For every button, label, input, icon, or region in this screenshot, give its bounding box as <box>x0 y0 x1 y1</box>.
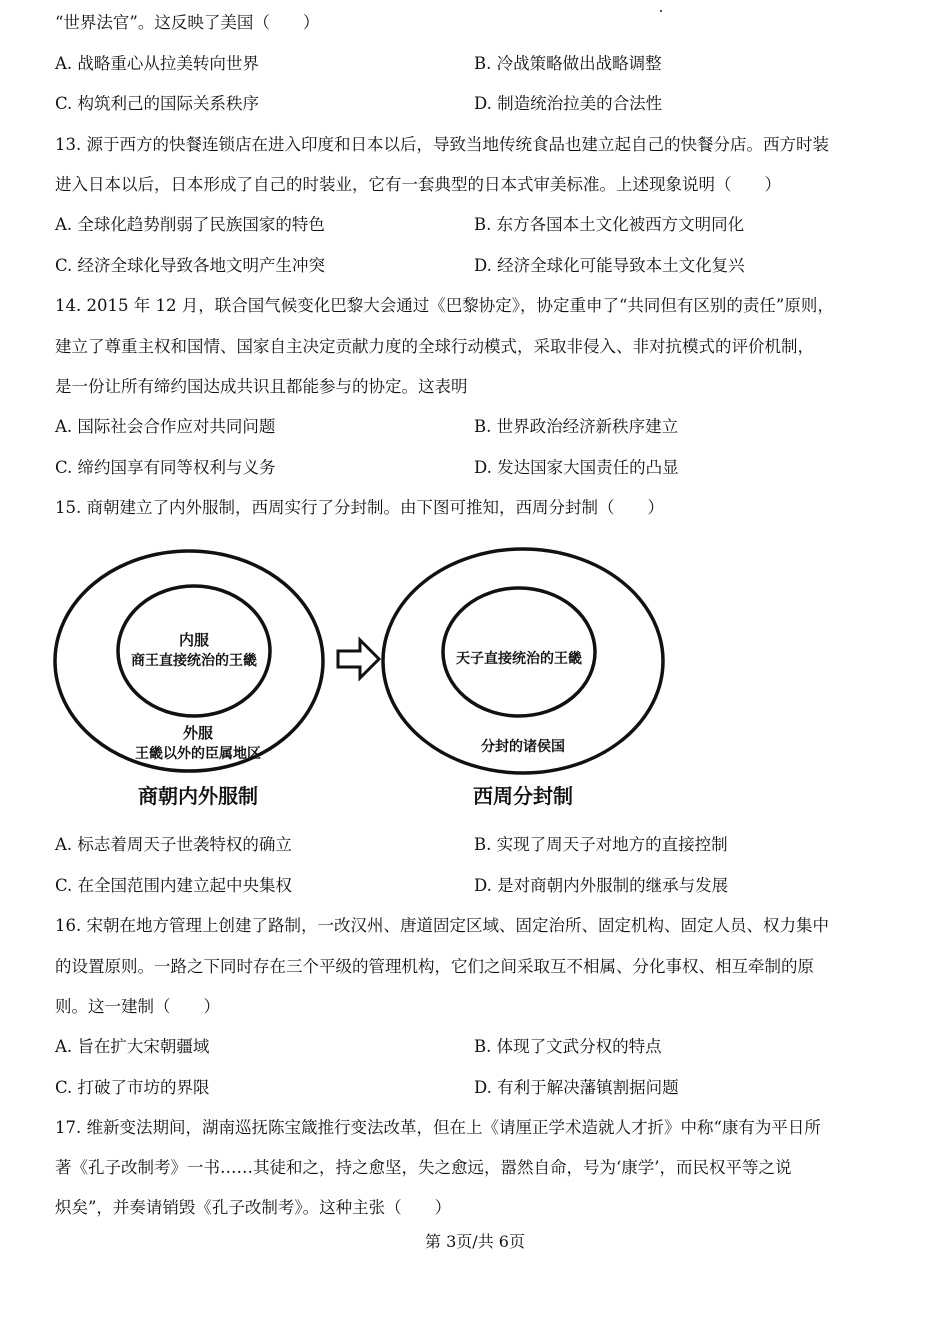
q14-option-b[interactable]: B. 世界政治经济新秩序建立 <box>474 417 679 436</box>
right-outer-text: 分封的诸侯国 <box>481 739 565 755</box>
q12-option-a[interactable]: A. 战略重心从拉美转向世界 <box>55 54 259 73</box>
q16-stem-line-1: 16. 宋朝在地方管理上创建了路制，一改汉州、唐道固定区域、固定治所、固定机构、固定人员、权力集中 <box>55 916 829 935</box>
left-outer-title: 外服 <box>182 724 214 742</box>
right-inner-text: 天子直接统治的王畿 <box>456 651 582 667</box>
q17-stem-line-2: 著《孔子改制考》一书……其徒和之，持之愈坚，失之愈远，嚣然自命，号为‘康学’，而民权平等之说 <box>55 1158 792 1177</box>
q13-stem-line-2: 进入日本以后，日本形成了自己的时装业，它有一套典型的日本式审美标准。上述现象说明（ ） <box>55 175 781 194</box>
q16-option-b[interactable]: B. 体现了文武分权的特点 <box>474 1037 662 1056</box>
q15-option-d[interactable]: D. 是对商朝内外服制的继承与发展 <box>474 876 729 895</box>
q16-stem-line-3: 则。这一建制（ ） <box>55 997 220 1016</box>
q12-option-b[interactable]: B. 冷战策略做出战略调整 <box>474 54 662 73</box>
q16-option-c[interactable]: C. 打破了市坊的界限 <box>55 1078 210 1097</box>
q13-option-b[interactable]: B. 东方各国本土文化被西方文明同化 <box>474 215 745 234</box>
q15-diagram <box>48 535 668 820</box>
q16-option-d[interactable]: D. 有利于解决藩镇割据问题 <box>474 1078 679 1097</box>
q17-stem-line-3: 炽矣”，并奏请销毁《孔子改制考》。这种主张（ ） <box>55 1198 452 1217</box>
left-inner-title: 内服 <box>178 631 210 649</box>
left-caption: 商朝内外服制 <box>138 784 258 808</box>
q14-option-d[interactable]: D. 发达国家大国责任的凸显 <box>474 458 679 477</box>
q15-option-c[interactable]: C. 在全国范围内建立起中央集权 <box>55 876 293 895</box>
q17-stem-line-1: 17. 维新变法期间，湖南巡抚陈宝箴推行变法改革，但在上《请厘正学术造就人才折》中称“康有为平日所 <box>55 1118 821 1137</box>
right-caption: 西周分封制 <box>473 784 573 808</box>
q12-option-d[interactable]: D. 制造统治拉美的合法性 <box>474 94 663 113</box>
q13-option-d[interactable]: D. 经济全球化可能导致本土文化复兴 <box>474 256 745 275</box>
q15-option-a[interactable]: A. 标志着周天子世袭特权的确立 <box>55 835 292 854</box>
left-inner-circle <box>118 586 270 716</box>
q12-stem-tail: “世界法官”。这反映了美国（ ） <box>55 13 320 32</box>
q12-option-c[interactable]: C. 构筑利己的国际关系秩序 <box>55 94 260 113</box>
q16-stem-line-2: 的设置原则。一路之下同时存在三个平级的管理机构，它们之间采取互不相属、分化事权、相互牵制的原 <box>55 957 814 976</box>
q13-option-c[interactable]: C. 经济全球化导致各地文明产生冲突 <box>55 256 326 275</box>
page-number: 第 3页/共 6页 <box>425 1232 525 1251</box>
q15-option-b[interactable]: B. 实现了周天子对地方的直接控制 <box>474 835 728 854</box>
scan-speck <box>660 10 662 12</box>
q13-option-a[interactable]: A. 全球化趋势削弱了民族国家的特色 <box>55 215 325 234</box>
q14-stem-line-2: 建立了尊重主权和国情、国家自主决定贡献力度的全球行动模式，采取非侵入、非对抗模式的评价机制， <box>55 337 814 356</box>
q14-option-c[interactable]: C. 缔约国享有同等权利与义务 <box>55 458 276 477</box>
q14-option-a[interactable]: A. 国际社会合作应对共同问题 <box>55 417 276 436</box>
left-inner-text: 商王直接统治的王畿 <box>131 653 257 669</box>
q16-option-a[interactable]: A. 旨在扩大宋朝疆域 <box>55 1037 210 1056</box>
left-outer-text: 王畿以外的臣属地区 <box>135 746 261 762</box>
q14-stem-line-1: 14. 2015 年 12 月，联合国气候变化巴黎大会通过《巴黎协定》，协定重申了“共同但有区别的责任”原则， <box>55 296 834 315</box>
q15-stem-line-1: 15. 商朝建立了内外服制，西周实行了分封制。由下图可推知，西周分封制（ ） <box>55 498 664 517</box>
right-arrow-icon <box>338 640 379 678</box>
q14-stem-line-3: 是一份让所有缔约国达成共识且都能参与的协定。这表明 <box>55 377 468 396</box>
q13-stem-line-1: 13. 源于西方的快餐连锁店在进入印度和日本以后，导致当地传统食品也建立起自己的快餐分店。西方时装 <box>55 135 829 154</box>
